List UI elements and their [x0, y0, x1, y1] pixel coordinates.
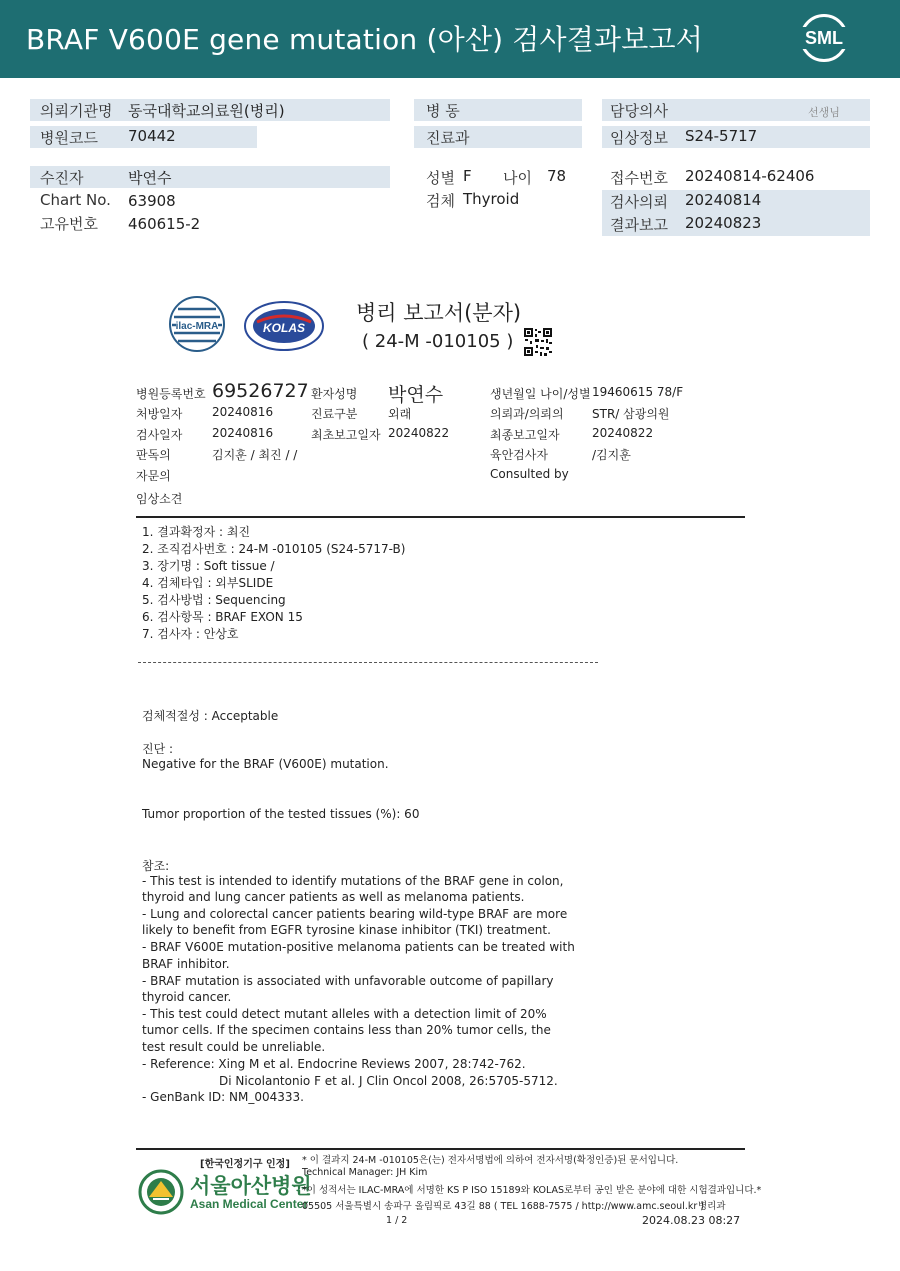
- kolas-logo: [243, 300, 325, 352]
- reference-line: test result could be unreliable.: [142, 1040, 326, 1054]
- section-divider: [136, 516, 745, 518]
- unique-id-label: 고유번호: [40, 215, 98, 233]
- esign-note: * 이 결과지 24-M -010105은(는) 전자서명법에 의하여 전자서명(확정인증)된 문서입니다.: [302, 1155, 679, 1166]
- age-label: 나이: [503, 169, 532, 187]
- technical-manager: Technical Manager: JH Kim: [302, 1167, 428, 1178]
- report-title: 병리 보고서(분자): [356, 301, 522, 325]
- final-report-value: 20240822: [592, 426, 654, 440]
- reference-line: Di Nicolantonio F et al. J Clin Oncol 2008, 26:5705-5712.: [219, 1074, 558, 1088]
- reader-label: 판독의: [136, 448, 171, 462]
- hosp-code-value: 70442: [128, 127, 176, 145]
- request-date-value: 20240814: [685, 191, 762, 209]
- kolas-emblem-icon: [243, 300, 325, 352]
- final-report-label: 최종보고일자: [490, 428, 560, 442]
- asan-emblem-icon: [138, 1169, 184, 1215]
- advisor-label: 자문의: [136, 469, 171, 483]
- patient-name-label: 환자성명: [311, 387, 358, 401]
- reference-line: tumor cells. If the specimen contains less than 20% tumor cells, the: [142, 1023, 551, 1037]
- reference-line: - BRAF V600E mutation-positive melanoma patients can be treated with: [142, 940, 575, 954]
- ilac-mra-text: ilac-MRA: [175, 321, 219, 332]
- checker-value: /김지훈: [592, 448, 631, 462]
- sml-logo-text: SML: [796, 27, 852, 49]
- hospital-name-en: Asan Medical Center: [190, 1197, 309, 1211]
- reference-line: thyroid and lung cancer patients as well as melanoma patients.: [142, 890, 525, 904]
- specimen-adequacy: 검체적절성 : Acceptable: [142, 709, 279, 723]
- references-label: 참조:: [142, 859, 170, 873]
- detail-line: 4. 검체타입 : 외부SLIDE: [142, 576, 274, 590]
- print-timestamp: 2024.08.23 08:27: [642, 1214, 741, 1227]
- consulted-label: Consulted by: [490, 467, 569, 481]
- reference-line: - Reference: Xing M et al. Endocrine Reviews 2007, 28:742-762.: [142, 1057, 526, 1071]
- kolas-text: KOLAS: [263, 321, 305, 335]
- dashed-divider: [138, 662, 598, 663]
- reference-line: - GenBank ID: NM_004333.: [142, 1090, 304, 1104]
- report-date-label: 결과보고: [610, 216, 668, 234]
- clinical-value: S24-5717: [685, 127, 758, 145]
- receipt-label: 접수번호: [610, 169, 668, 187]
- req-org-value: 동국대학교의료원(병리): [128, 102, 285, 120]
- qr-code-icon: [524, 328, 552, 356]
- rx-date-label: 처방일자: [136, 407, 183, 421]
- checker-label: 육안검사자: [490, 448, 548, 462]
- doctor-suffix: 선생님: [808, 106, 840, 119]
- patient-label: 수진자: [40, 169, 84, 187]
- patient-name-value: 박연수: [388, 384, 444, 406]
- reference-line: BRAF inhibitor.: [142, 957, 230, 971]
- req-org-label: 의뢰기관명: [40, 102, 113, 120]
- detail-line: 1. 결과확정자 : 최진: [142, 525, 251, 539]
- sex-label: 성별: [426, 169, 455, 187]
- chart-no-value: 63908: [128, 192, 176, 210]
- birth-label: 생년월일 나이/성별: [490, 387, 591, 401]
- detail-line: 6. 검사항목 : BRAF EXON 15: [142, 610, 303, 624]
- sml-logo: [796, 14, 852, 64]
- report-header-title: BRAF V600E gene mutation (아산) 검사결과보고서: [26, 23, 704, 56]
- reg-no-value: 69526727: [212, 380, 309, 402]
- ilac-mra-logo: [166, 295, 228, 353]
- doctor-label: 담당의사: [610, 102, 668, 120]
- iso-note: *이 성적서는 ILAC-MRA에 서명한 KS P ISO 15189와 KOLAS로부터 공인 받은 분야에 대한 시험결과입니다.*: [302, 1185, 762, 1196]
- reference-line: thyroid cancer.: [142, 990, 232, 1004]
- ilac-mra-globe-icon: [166, 295, 228, 353]
- clinical-findings-label: 임상소견: [136, 492, 183, 506]
- clinical-label: 임상정보: [610, 129, 668, 147]
- patient-value: 박연수: [128, 169, 172, 187]
- receipt-value: 20240814-62406: [685, 167, 815, 185]
- patient-box: [30, 166, 390, 188]
- specimen-label: 검체: [426, 192, 455, 210]
- visit-type-label: 진료구분: [311, 407, 358, 421]
- reference-line: - This test could detect mutant alleles with a detection limit of 20%: [142, 1007, 547, 1021]
- sex-value: F: [463, 167, 472, 185]
- chart-no-label: Chart No.: [40, 191, 111, 209]
- ward-label: 병 동: [426, 102, 460, 120]
- tumor-proportion: Tumor proportion of the tested tissues (%): 60: [142, 807, 420, 821]
- hospital-name-ko: 서울아산병원: [190, 1174, 312, 1198]
- reg-no-label: 병원등록번호: [136, 387, 206, 401]
- birth-value: 19460615 78/F: [592, 385, 684, 399]
- test-date-label: 검사일자: [136, 428, 183, 442]
- report-date-value: 20240823: [685, 214, 762, 232]
- detail-line: 2. 조직검사번호 : 24-M -010105 (S24-5717-B): [142, 542, 406, 556]
- req-dept-label: 의뢰과/의뢰의: [490, 407, 564, 421]
- first-report-value: 20240822: [388, 426, 450, 440]
- reference-line: - This test is intended to identify mutations of the BRAF gene in colon,: [142, 874, 564, 888]
- specimen-value: Thyroid: [463, 190, 520, 208]
- accreditation-label: [한국인정기구 인정]: [200, 1159, 290, 1170]
- reference-line: - Lung and colorectal cancer patients bearing wild-type BRAF are more: [142, 907, 568, 921]
- pathology-dept: 병리과: [698, 1201, 726, 1212]
- detail-line: 7. 검사자 : 안상호: [142, 627, 239, 641]
- visit-type-value: 외래: [388, 407, 412, 421]
- dept-label: 진료과: [426, 129, 470, 147]
- first-report-label: 최초보고일자: [311, 428, 381, 442]
- detail-line: 3. 장기명 : Soft tissue /: [142, 559, 275, 573]
- req-dept-value: STR/ 삼광의원: [592, 407, 670, 421]
- diagnosis-label: 진단 :: [142, 742, 174, 756]
- age-value: 78: [547, 167, 567, 185]
- page-number: 1 / 2: [386, 1215, 408, 1226]
- unique-id-value: 460615-2: [128, 215, 201, 233]
- detail-line: 5. 검사방법 : Sequencing: [142, 593, 286, 607]
- diagnosis-text: Negative for the BRAF (V600E) mutation.: [142, 757, 389, 771]
- reference-line: - BRAF mutation is associated with unfavorable outcome of papillary: [142, 974, 554, 988]
- header-bar: [0, 0, 900, 78]
- reference-line: likely to benefit from EGFR tyrosine kinase inhibitor (TKI) treatment.: [142, 923, 551, 937]
- hospital-address: 05505 서울특별시 송파구 올림픽로 43길 88 ( TEL 1688-7575 / http://www.amc.seoul.kr ): [302, 1201, 704, 1212]
- report-number: ( 24-M -010105 ): [362, 331, 514, 352]
- rx-date-value: 20240816: [212, 405, 274, 419]
- footer-divider: [136, 1148, 745, 1150]
- hosp-code-label: 병원코드: [40, 129, 98, 147]
- test-date-value: 20240816: [212, 426, 274, 440]
- reader-value: 김지훈 / 최진 / /: [212, 448, 298, 462]
- request-date-label: 검사의뢰: [610, 193, 668, 211]
